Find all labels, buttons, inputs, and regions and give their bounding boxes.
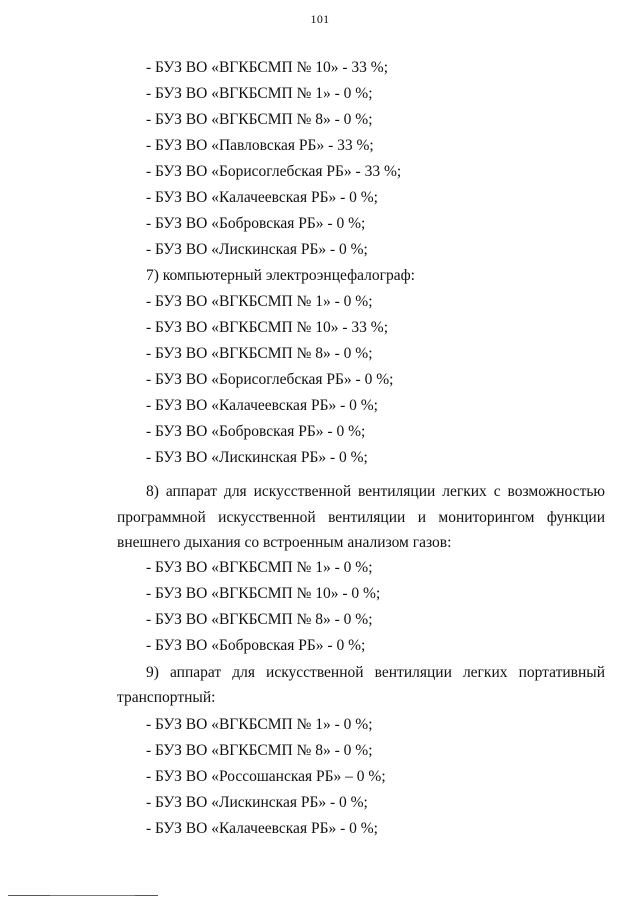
list-item: - БУЗ ВО «ВГКБСМП № 8» - 0 %;: [146, 611, 373, 628]
list-item: - БУЗ ВО «Бобровская РБ» - 0 %;: [146, 637, 366, 654]
list-item: - БУЗ ВО «ВГКБСМП № 8» - 0 %;: [146, 111, 373, 128]
list-item: - БУЗ ВО «ВГКБСМП № 1» - 0 %;: [146, 559, 373, 576]
list-item: - БУЗ ВО «ВГКБСМП № 10» - 33 %;: [146, 319, 388, 336]
list-item: - БУЗ ВО «Борисоглебская РБ» - 0 %;: [146, 371, 394, 388]
list-item: - БУЗ ВО «Борисоглебская РБ» - 33 %;: [146, 163, 402, 180]
list-item: - БУЗ ВО «Калачеевская РБ» - 0 %;: [146, 189, 378, 206]
list-item: - БУЗ ВО «ВГКБСМП № 1» - 0 %;: [146, 293, 373, 310]
list-item: - БУЗ ВО «Лискинская РБ» - 0 %;: [146, 794, 368, 811]
list-item: - БУЗ ВО «Бобровская РБ» - 0 %;: [146, 215, 366, 232]
list-item: - БУЗ ВО «Павловская РБ» - 33 %;: [146, 137, 374, 154]
section-heading: 7) компьютерный электроэнцефалограф:: [146, 267, 415, 284]
footer-rule-secondary: [50, 895, 135, 896]
list-item: - БУЗ ВО «Лискинская РБ» - 0 %;: [146, 449, 368, 466]
list-item: - БУЗ ВО «ВГКБСМП № 8» - 0 %;: [146, 742, 373, 759]
section-heading: 9) аппарат для искусственной вентиляции легких портативный: [146, 664, 605, 681]
list-item: - БУЗ ВО «ВГКБСМП № 10» - 0 %;: [146, 585, 381, 602]
list-item: - БУЗ ВО «ВГКБСМП № 1» - 0 %;: [146, 716, 373, 733]
list-item: - БУЗ ВО «Калачеевская РБ» - 0 %;: [146, 820, 378, 837]
page-number: 101: [310, 12, 330, 26]
list-item: - БУЗ ВО «ВГКБСМП № 1» - 0 %;: [146, 85, 373, 102]
list-item: - БУЗ ВО «Россошанская РБ» – 0 %;: [146, 768, 386, 785]
paragraph-line: программной искусственной вентиляции и мониторингом функции: [117, 509, 605, 526]
list-item: - БУЗ ВО «Калачеевская РБ» - 0 %;: [146, 397, 378, 414]
list-item: - БУЗ ВО «ВГКБСМП № 8» - 0 %;: [146, 345, 373, 362]
list-item: - БУЗ ВО «Лискинская РБ» - 0 %;: [146, 241, 368, 258]
list-item: - БУЗ ВО «ВГКБСМП № 10» - 33 %;: [146, 59, 388, 76]
list-item: - БУЗ ВО «Бобровская РБ» - 0 %;: [146, 423, 366, 440]
paragraph-line: внешнего дыхания со встроенным анализом газов:: [117, 534, 452, 551]
section-heading: 8) аппарат для искусственной вентиляции легких с возможностью: [146, 483, 605, 500]
paragraph-line: транспортный:: [117, 689, 216, 706]
